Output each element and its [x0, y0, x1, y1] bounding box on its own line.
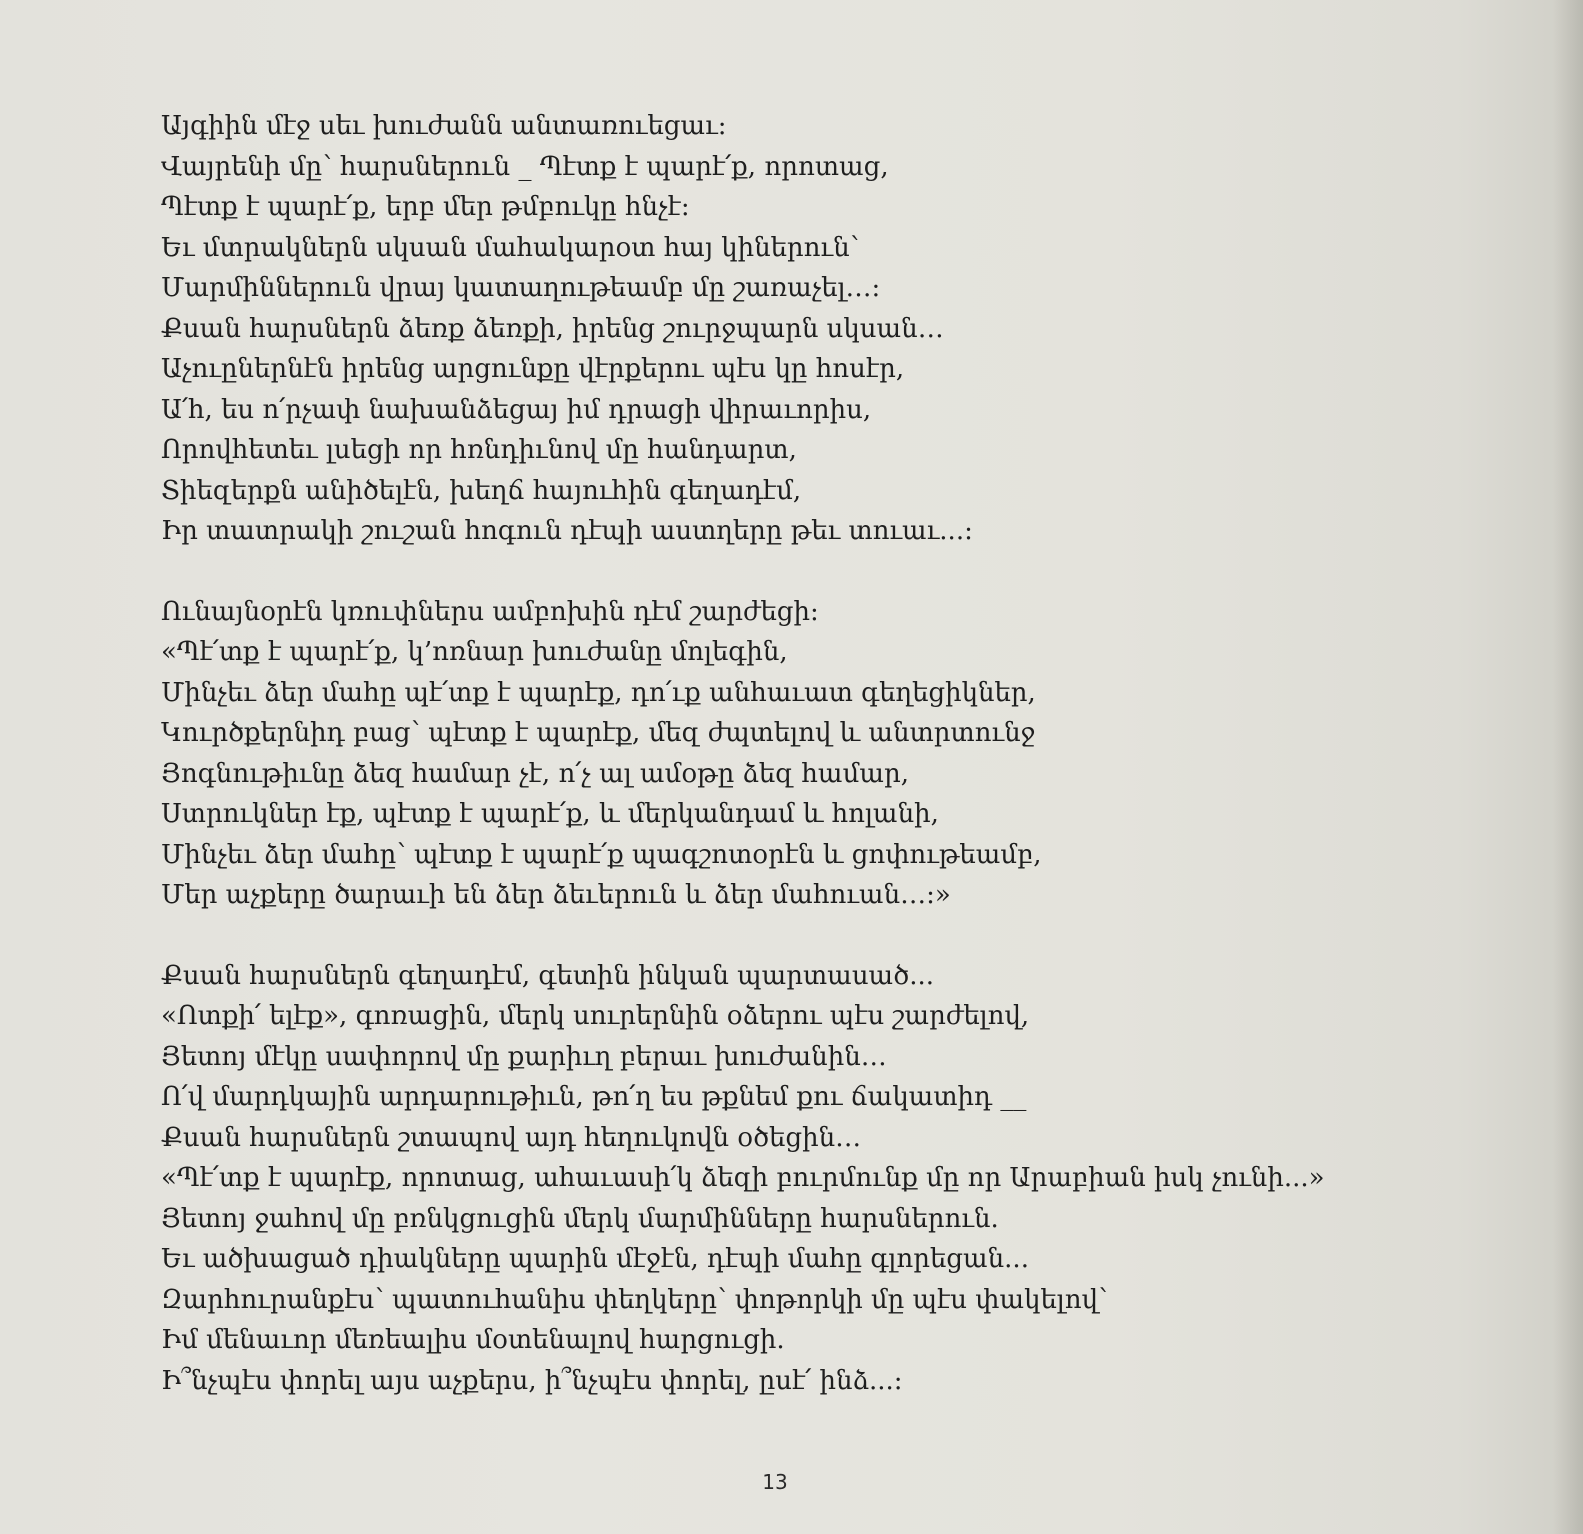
poem-line: Եւ ածխացած դիակները պարին մէջէն, դէպի մահը գլորեցան...: [161, 1244, 1029, 1274]
poem-line: Աչուըներնէն իրենց արցունքը վէրքերու պէս կը հոսէր,: [161, 354, 905, 384]
poem-line: Ստրուկներ էք, պէտք է պարէ՛ք, և մերկանդամ և հոլանի,: [161, 799, 939, 829]
poem-line: Զարհուրանքէս՝ պատուհանիս փեղկերը՝ փոթորկի մը պէս փակելով՝: [161, 1284, 1108, 1315]
stanza-2: [161, 592, 1391, 916]
poem-line: Վայրենի մը՝ հարսներուն _ Պէտք է պարէ՛ք, որոտաց,: [161, 151, 889, 182]
poem-line: «Ոտքի՛ ելէք», գոռացին, մերկ սուրերնին օձերու պէս շարժելով,: [161, 1001, 1030, 1031]
poem-line: Յոգնութիւնը ձեզ համար չէ, ո՛չ ալ ամօթը ձեզ համար,: [161, 758, 909, 789]
poem-line: Ի՞նչպէս փորել այս աչքերս, ի՞նչպէս փորել, ըսէ՛ ինձ...:: [161, 1365, 903, 1396]
poem-line: Ունայնօրէն կռուփներս ամբոխին դէմ շարժեցի:: [161, 596, 819, 627]
poem-line: Եւ մտրակներն սկսան մահակարօտ հայ կիներուն՝: [161, 232, 860, 263]
poem-line: Ո՛վ մարդկային արդարութիւն, թո՛ղ ես թքնեմ քու ճակատիդ __: [161, 1082, 1027, 1112]
page-number: 13: [762, 1470, 788, 1494]
poem-line: Քսան հարսներն գեղադէմ, գետին ինկան պարտասած...: [161, 960, 934, 991]
poem-line: Մեր աչքերը ծարաւի են ձեր ձեւերուն և ձեր մահուան…:»: [161, 880, 951, 910]
poem-line: Կուրծքերնիդ բաց՝ պէտք է պարէք, մեզ ժպտելով և անտրտունջ: [161, 718, 1036, 748]
poem-line: Այգիին մէջ սեւ խուժանն անտառուեցաւ:: [161, 111, 727, 141]
poem-line: Պէտք է պարէ՛ք, երբ մեր թմբուկը հնչէ:: [161, 192, 690, 222]
poem-line: Յետոյ ջահով մը բռնկցուցին մերկ մարմինները հարսներուն.: [161, 1203, 999, 1234]
poem-line: Իր տատրակի շուշան հոգուն դէպի աստղերը թեւ տուաւ...:: [161, 516, 973, 546]
page-edge-shadow: [1553, 0, 1583, 1534]
poem-line: Ա՛հ, ես ո՛րչափ նախանձեցայ իմ դրացի վիրաւորիս,: [161, 394, 872, 425]
poem-line: Մարմիններուն վրայ կատաղութեամբ մը շառաչել…:: [161, 273, 881, 303]
stanza-3: [161, 956, 1391, 1402]
poem-line: Յետոյ մէկը սափորով մը քարիւղ բերաւ խուժանին…: [161, 1041, 887, 1072]
poem-line: Իմ մենաւոր մեռեալիս մօտենալով հարցուցի.: [161, 1325, 785, 1355]
poem-line: Մինչեւ ձեր մահը պէ՛տք է պարէք, դո՛ւք անհաւատ գեղեցիկներ,: [161, 677, 1036, 708]
poem-text: [161, 106, 1391, 1441]
poem-line: «Պէ՛տք է պարէք, որոտաց, ահաւասի՛կ ձեզի բուրմունք մը որ Արաբիան իսկ չունի...»: [161, 1163, 1325, 1193]
poem-line: Քսան հարսներն ձեռք ձեռքի, իրենց շուրջպարն սկսան…: [161, 313, 944, 344]
poem-line: Քսան հարսներն շտապով այդ հեղուկովն օծեցին…: [161, 1122, 862, 1153]
stanza-1: [161, 106, 1391, 552]
poem-line: Որովհետեւ լսեցի որ հռնդիւնով մը հանդարտ,: [161, 435, 797, 465]
poem-line: Մինչեւ ձեր մահը՝ պէտք է պարէ՛ք պագշոտօրէն և ցոփութեամբ,: [161, 839, 1042, 870]
poem-line: «Պէ՛տք է պարէ՛ք, կ’ոռնար խուժանը մոլեգին,: [161, 637, 788, 667]
poem-line: Տիեզերքն անիծելէն, խեղճ հայուհին գեղադէմ,: [161, 475, 802, 506]
